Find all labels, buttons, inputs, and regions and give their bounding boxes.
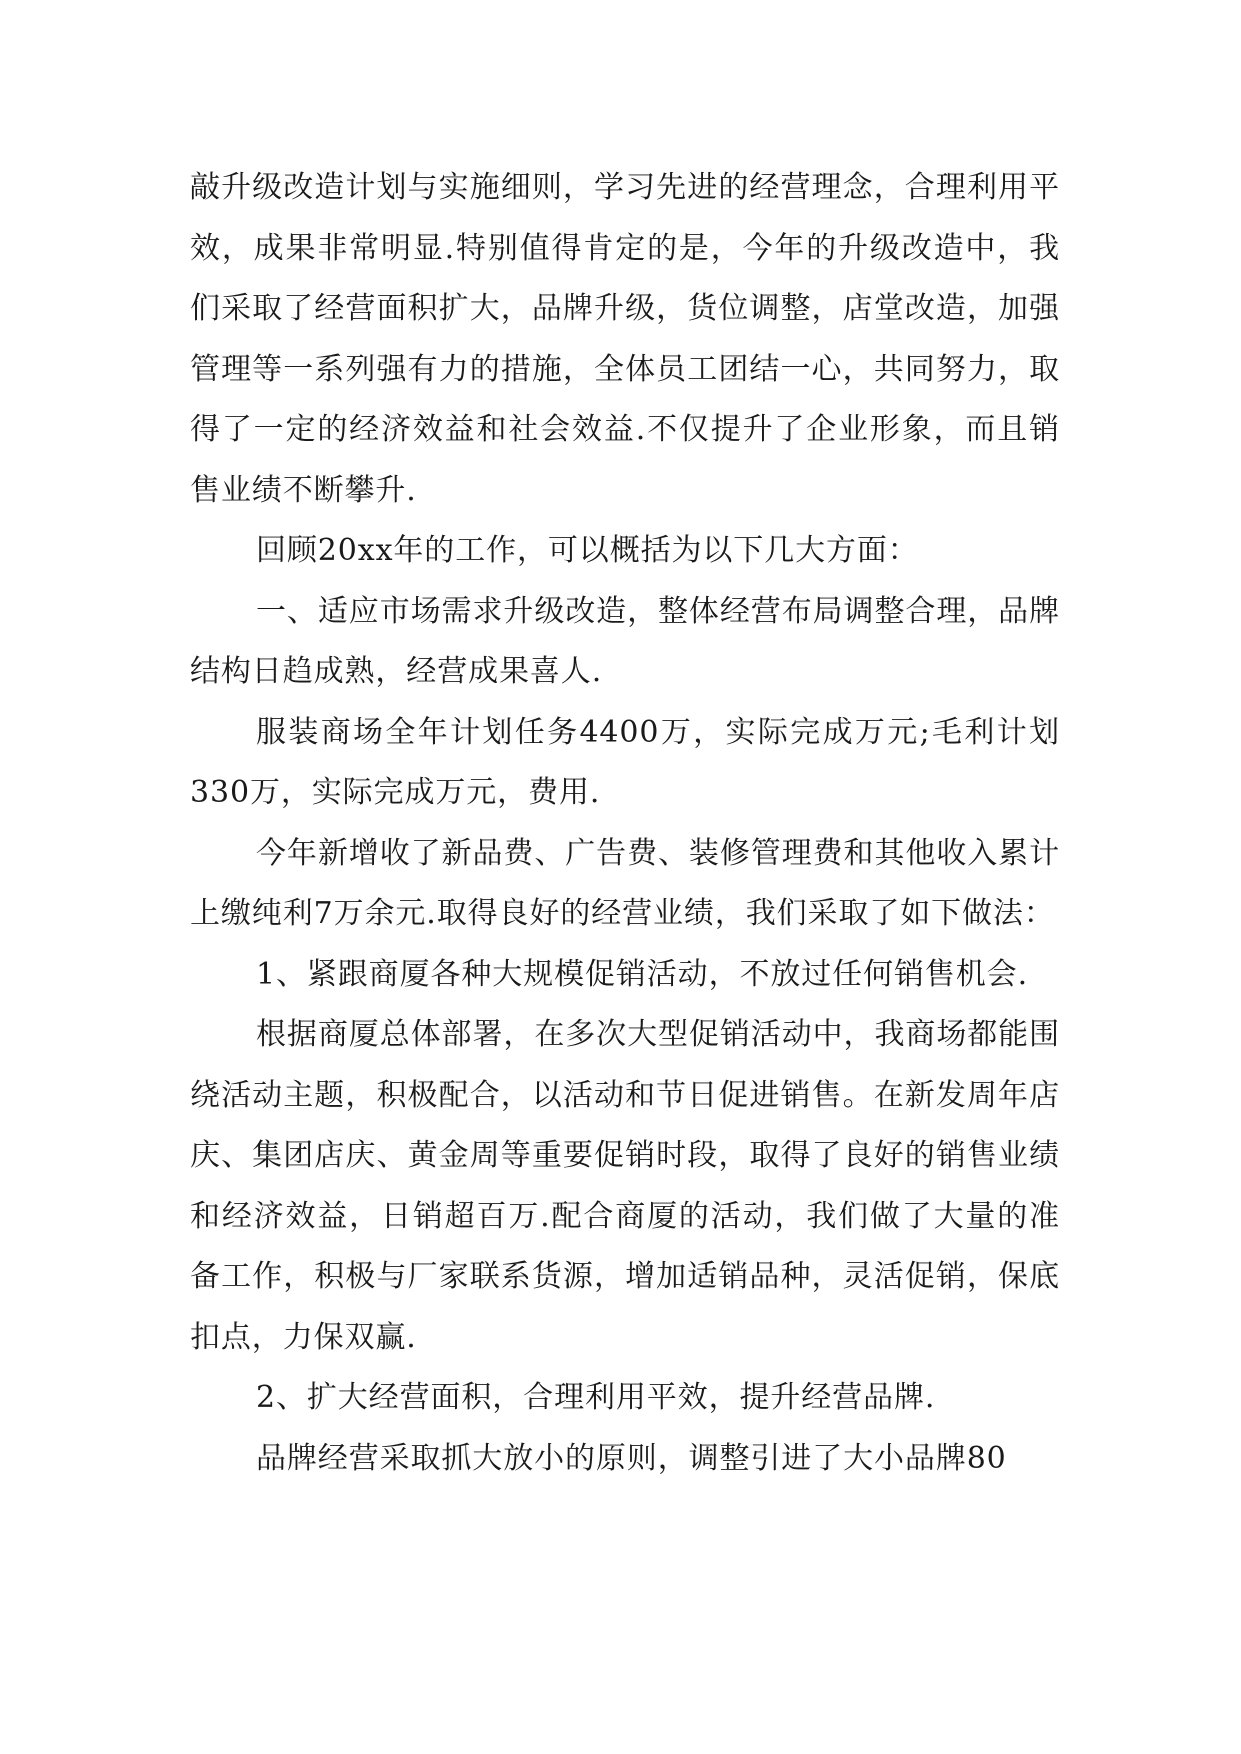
paragraph-1: 敲升级改造计划与实施细则，学习先进的经营理念，合理利用平效，成果非常明显.特别值得肯定的是，今年的升级改造中，我们采取了经营面积扩大，品牌升级，货位调整，店堂改造，加强管理等一系列强有力的措施，全体员工团结一心，共同努力，取得了一定的经济效益和社会效益.不仅提升了企业形象，而且销售业绩不断攀升. [190,170,1060,508]
paragraph-8: 2、扩大经营面积，合理利用平效，提升经营品牌. [256,1380,936,1415]
paragraph-3: 一、适应市场需求升级改造，整体经营布局调整合理，品牌结构日趋成熟，经营成果喜人. [190,593,1060,689]
paragraph-6: 1、紧跟商厦各种大规模促销活动，不放过任何销售机会. [256,956,1029,992]
paragraph-7: 根据商厦总体部署，在多次大型促销活动中，我商场都能围绕活动主题，积极配合，以活动和节日促进销售。在新发周年店庆、集团店庆、黄金周等重要促销时段，取得了良好的销售业绩和经济效益，日销超百万.配合商厦的活动，我们做了大量的准备工作，积极与厂家联系货源，增加适销品种，灵活促销，保底扣点，力保双赢. [190,1017,1060,1355]
document-body [190,158,1060,1489]
paragraph-5: 今年新增收了新品费、广告费、装修管理费和其他收入累计上缴纯利7万余元.取得良好的经营业绩，我们采取了如下做法： [190,835,1060,931]
paragraph-9: 品牌经营采取抓大放小的原则，调整引进了大小品牌80 [256,1440,1007,1476]
paragraph-4: 服装商场全年计划任务4400万，实际完成万元;毛利计划330万，实际完成万元，费用. [190,714,1060,810]
paragraph-2: 回顾20xx年的工作，可以概括为以下几大方面： [256,533,919,568]
